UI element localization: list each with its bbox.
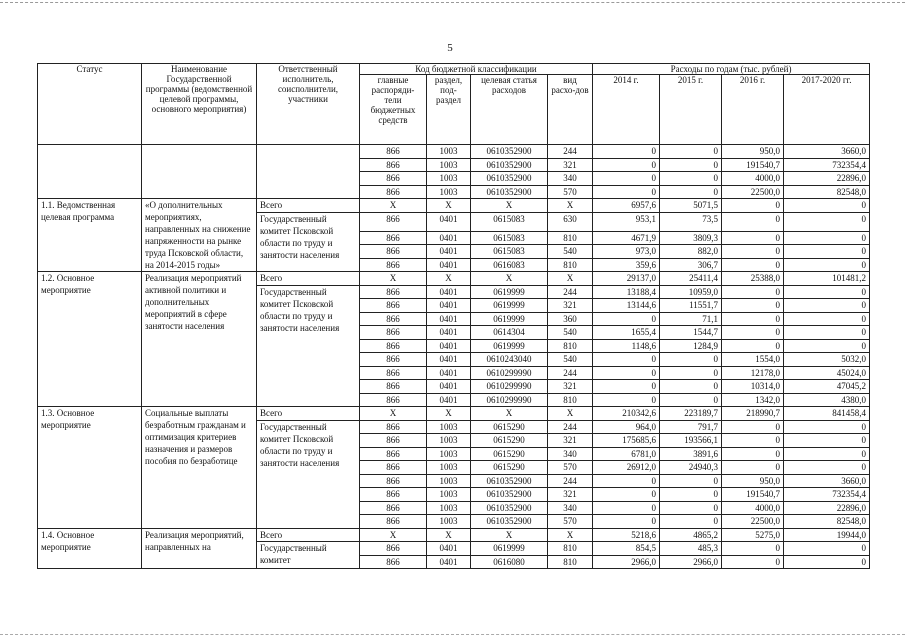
cell-y2014: 0 <box>593 393 660 407</box>
cell-section: 1003 <box>427 501 471 515</box>
cell-grbs: 866 <box>360 231 427 245</box>
total-grbs: Х <box>360 528 427 542</box>
row-program-name: «О дополнительных мероприятиях, направленных на снижение напряженности на рынке труда Псковской области, на 2014-2015 годы» <box>142 199 257 272</box>
cell-target: 0616083 <box>471 258 548 272</box>
cell-y2016: 0 <box>722 542 784 556</box>
cell-y2015: 0 <box>660 393 722 407</box>
cell-target: 0615290 <box>471 447 548 461</box>
cell-y2016: 0 <box>722 299 784 313</box>
cell-y2016: 22500,0 <box>722 515 784 529</box>
cell-grbs: 866 <box>360 393 427 407</box>
cell-grbs: 866 <box>360 312 427 326</box>
cell-section: 1003 <box>427 434 471 448</box>
total-y2015: 4865,2 <box>660 528 722 542</box>
cell-type: 630 <box>548 212 593 231</box>
cell-target: 0616080 <box>471 555 548 569</box>
row-total-label: Всего <box>257 199 360 213</box>
cell-y2014: 13144,6 <box>593 299 660 313</box>
total-y2014: 5218,6 <box>593 528 660 542</box>
cell-target: 0610352900 <box>471 501 548 515</box>
total-y2016: 25388,0 <box>722 272 784 286</box>
cell-section: 0401 <box>427 339 471 353</box>
cell-y2016: 0 <box>722 312 784 326</box>
cell-y2017: 0 <box>784 461 870 475</box>
total-section: Х <box>427 407 471 421</box>
cell-y2016: 10314,0 <box>722 380 784 394</box>
cell-y2015: 3891,6 <box>660 447 722 461</box>
cell-y2016: 0 <box>722 285 784 299</box>
cell-type: 570 <box>548 515 593 529</box>
cell-y2015: 73,5 <box>660 212 722 231</box>
cell-y2017: 5032,0 <box>784 353 870 367</box>
cell-target: 0610352900 <box>471 172 548 186</box>
cell-type: 570 <box>548 461 593 475</box>
cell-target: 0619999 <box>471 285 548 299</box>
cell-section: 0401 <box>427 245 471 259</box>
cell-section: 0401 <box>427 299 471 313</box>
table-row <box>38 272 870 286</box>
cell-y2017: 0 <box>784 299 870 313</box>
row-status <box>38 145 142 199</box>
cell-type: 244 <box>548 474 593 488</box>
cell-y2015: 0 <box>660 515 722 529</box>
total-y2015: 5071,5 <box>660 199 722 213</box>
cell-y2014: 0 <box>593 515 660 529</box>
total-grbs: Х <box>360 272 427 286</box>
cell-y2015: 0 <box>660 366 722 380</box>
row-total-label: Всего <box>257 272 360 286</box>
cell-y2014: 0 <box>593 353 660 367</box>
cell-y2017: 0 <box>784 555 870 569</box>
cell-grbs: 866 <box>360 447 427 461</box>
row-program-name <box>142 145 257 199</box>
cell-target: 0619999 <box>471 299 548 313</box>
cell-y2014: 175685,6 <box>593 434 660 448</box>
cell-section: 0401 <box>427 285 471 299</box>
cell-section: 1003 <box>427 420 471 434</box>
table-row <box>38 407 870 421</box>
cell-y2014: 359,6 <box>593 258 660 272</box>
cell-grbs: 866 <box>360 555 427 569</box>
cell-y2016: 0 <box>722 258 784 272</box>
cell-y2016: 0 <box>722 212 784 231</box>
cell-section: 0401 <box>427 258 471 272</box>
cell-y2014: 26912,0 <box>593 461 660 475</box>
cell-y2016: 4000,0 <box>722 172 784 186</box>
header-section: раздел, под-раздел <box>427 75 471 145</box>
cell-y2014: 854,5 <box>593 542 660 556</box>
cell-grbs: 866 <box>360 299 427 313</box>
cell-target: 0619999 <box>471 339 548 353</box>
cell-y2014: 0 <box>593 501 660 515</box>
cell-y2017: 0 <box>784 312 870 326</box>
row-total-label: Всего <box>257 528 360 542</box>
cell-y2014: 2966,0 <box>593 555 660 569</box>
cell-section: 0401 <box>427 555 471 569</box>
cell-y2015: 1544,7 <box>660 326 722 340</box>
cell-grbs: 866 <box>360 258 427 272</box>
total-y2016: 0 <box>722 199 784 213</box>
cell-y2015: 0 <box>660 501 722 515</box>
cell-target: 0610352900 <box>471 145 548 159</box>
row-total-label: Всего <box>257 407 360 421</box>
total-y2017: 0 <box>784 199 870 213</box>
cell-target: 0610352900 <box>471 158 548 172</box>
cell-target: 0619999 <box>471 542 548 556</box>
total-y2014: 210342,6 <box>593 407 660 421</box>
cell-grbs: 866 <box>360 339 427 353</box>
total-type: Х <box>548 407 593 421</box>
row-status: 1.4. Основное мероприятие <box>38 528 142 569</box>
cell-y2017: 0 <box>784 212 870 231</box>
header-2016: 2016 г. <box>722 75 784 145</box>
cell-target: 0615290 <box>471 461 548 475</box>
header-2017-2020: 2017-2020 гг. <box>784 75 870 145</box>
cell-target: 0615083 <box>471 212 548 231</box>
cell-section: 0401 <box>427 542 471 556</box>
cell-type: 810 <box>548 542 593 556</box>
cell-grbs: 866 <box>360 185 427 199</box>
cell-type: 321 <box>548 434 593 448</box>
cell-y2016: 0 <box>722 447 784 461</box>
cell-type: 244 <box>548 420 593 434</box>
cell-section: 0401 <box>427 380 471 394</box>
cell-y2015: 0 <box>660 185 722 199</box>
cell-y2015: 0 <box>660 488 722 502</box>
cell-type: 540 <box>548 326 593 340</box>
row-status: 1.1. Ведомственная целевая программа <box>38 199 142 272</box>
cell-type: 321 <box>548 488 593 502</box>
cell-target: 0615290 <box>471 434 548 448</box>
budget-table <box>37 63 870 569</box>
cell-y2014: 13188,4 <box>593 285 660 299</box>
total-grbs: Х <box>360 407 427 421</box>
cell-type: 810 <box>548 339 593 353</box>
cell-grbs: 866 <box>360 420 427 434</box>
total-type: Х <box>548 199 593 213</box>
cell-y2016: 950,0 <box>722 145 784 159</box>
header-2015: 2015 г. <box>660 75 722 145</box>
cell-y2015: 306,7 <box>660 258 722 272</box>
header-expenses: Расходы по годам (тыс. рублей) <box>593 64 870 75</box>
cell-y2014: 0 <box>593 366 660 380</box>
row-program-name: Реализация мероприятий, направленных на <box>142 528 257 569</box>
table-row <box>38 528 870 542</box>
cell-type: 244 <box>548 285 593 299</box>
row-status: 1.2. Основное мероприятие <box>38 272 142 407</box>
cell-target: 0610352900 <box>471 185 548 199</box>
cell-target: 0610352900 <box>471 488 548 502</box>
cell-y2017: 45024,0 <box>784 366 870 380</box>
cell-type: 244 <box>548 366 593 380</box>
cell-grbs: 866 <box>360 515 427 529</box>
cell-target: 0610299990 <box>471 366 548 380</box>
page-number: 5 <box>447 42 453 54</box>
cell-type: 810 <box>548 258 593 272</box>
total-y2017: 841458,4 <box>784 407 870 421</box>
header-executor: Ответственный исполнитель, соисполнители, участники <box>257 64 360 145</box>
cell-y2015: 193566,1 <box>660 434 722 448</box>
header-type: вид расхо-дов <box>548 75 593 145</box>
cell-type: 570 <box>548 185 593 199</box>
cell-y2015: 0 <box>660 474 722 488</box>
scan-bottom-edge <box>0 634 905 635</box>
cell-y2016: 191540,7 <box>722 158 784 172</box>
cell-y2016: 4000,0 <box>722 501 784 515</box>
cell-y2015: 0 <box>660 353 722 367</box>
cell-target: 0614304 <box>471 326 548 340</box>
total-target: Х <box>471 272 548 286</box>
cell-y2014: 1655,4 <box>593 326 660 340</box>
cell-grbs: 866 <box>360 488 427 502</box>
cell-y2016: 0 <box>722 231 784 245</box>
cell-target: 0610352900 <box>471 474 548 488</box>
total-y2014: 29137,0 <box>593 272 660 286</box>
cell-section: 0401 <box>427 393 471 407</box>
cell-section: 1003 <box>427 461 471 475</box>
cell-y2017: 0 <box>784 420 870 434</box>
cell-y2014: 953,1 <box>593 212 660 231</box>
total-type: Х <box>548 528 593 542</box>
cell-target: 0610299990 <box>471 380 548 394</box>
cell-y2017: 4380,0 <box>784 393 870 407</box>
total-y2016: 5275,0 <box>722 528 784 542</box>
cell-y2014: 964,0 <box>593 420 660 434</box>
cell-y2015: 24940,3 <box>660 461 722 475</box>
cell-section: 1003 <box>427 185 471 199</box>
cell-type: 321 <box>548 380 593 394</box>
cell-y2016: 0 <box>722 461 784 475</box>
cell-target: 0615083 <box>471 231 548 245</box>
cell-type: 360 <box>548 312 593 326</box>
cell-y2016: 950,0 <box>722 474 784 488</box>
header-target: целевая статья расходов <box>471 75 548 145</box>
cell-y2017: 0 <box>784 326 870 340</box>
total-y2017: 101481,2 <box>784 272 870 286</box>
cell-grbs: 866 <box>360 158 427 172</box>
cell-y2015: 10959,0 <box>660 285 722 299</box>
cell-section: 0401 <box>427 366 471 380</box>
cell-grbs: 866 <box>360 245 427 259</box>
cell-y2016: 0 <box>722 326 784 340</box>
row-executor: Государственный комитет <box>257 542 360 569</box>
cell-y2017: 3660,0 <box>784 145 870 159</box>
cell-y2016: 0 <box>722 245 784 259</box>
cell-y2016: 1554,0 <box>722 353 784 367</box>
cell-type: 244 <box>548 145 593 159</box>
cell-type: 810 <box>548 555 593 569</box>
cell-y2017: 732354,4 <box>784 488 870 502</box>
cell-y2017: 47045,2 <box>784 380 870 394</box>
cell-type: 810 <box>548 393 593 407</box>
cell-y2014: 0 <box>593 185 660 199</box>
cell-type: 340 <box>548 172 593 186</box>
total-y2015: 223189,7 <box>660 407 722 421</box>
cell-grbs: 866 <box>360 212 427 231</box>
cell-y2017: 82548,0 <box>784 515 870 529</box>
cell-y2015: 0 <box>660 172 722 186</box>
cell-y2016: 0 <box>722 339 784 353</box>
cell-section: 0401 <box>427 212 471 231</box>
cell-section: 1003 <box>427 488 471 502</box>
cell-section: 1003 <box>427 447 471 461</box>
cell-y2014: 0 <box>593 312 660 326</box>
cell-y2015: 0 <box>660 158 722 172</box>
cell-y2015: 882,0 <box>660 245 722 259</box>
cell-section: 0401 <box>427 353 471 367</box>
row-executor: Государственный комитет Псковской области по труду и занятости населения <box>257 285 360 407</box>
cell-y2017: 0 <box>784 447 870 461</box>
cell-section: 1003 <box>427 474 471 488</box>
cell-y2017: 732354,4 <box>784 158 870 172</box>
cell-grbs: 866 <box>360 501 427 515</box>
cell-y2017: 0 <box>784 434 870 448</box>
cell-grbs: 866 <box>360 474 427 488</box>
total-target: Х <box>471 528 548 542</box>
total-type: Х <box>548 272 593 286</box>
cell-type: 340 <box>548 501 593 515</box>
header-2014: 2014 г. <box>593 75 660 145</box>
cell-grbs: 866 <box>360 145 427 159</box>
cell-y2015: 1284,9 <box>660 339 722 353</box>
cell-y2016: 1342,0 <box>722 393 784 407</box>
total-target: Х <box>471 407 548 421</box>
cell-section: 1003 <box>427 145 471 159</box>
cell-y2017: 3660,0 <box>784 474 870 488</box>
cell-target: 0610299990 <box>471 393 548 407</box>
cell-y2014: 0 <box>593 145 660 159</box>
cell-type: 321 <box>548 158 593 172</box>
total-section: Х <box>427 199 471 213</box>
cell-y2014: 0 <box>593 488 660 502</box>
cell-target: 0610243040 <box>471 353 548 367</box>
cell-grbs: 866 <box>360 285 427 299</box>
cell-y2014: 0 <box>593 172 660 186</box>
cell-y2014: 973,0 <box>593 245 660 259</box>
cell-y2015: 2966,0 <box>660 555 722 569</box>
total-y2014: 6957,6 <box>593 199 660 213</box>
scan-top-edge <box>0 2 905 3</box>
cell-y2017: 0 <box>784 339 870 353</box>
cell-section: 0401 <box>427 326 471 340</box>
cell-y2015: 71,1 <box>660 312 722 326</box>
total-section: Х <box>427 528 471 542</box>
row-program-name: Социальные выплаты безработным гражданам и оптимизация критериев назначения и размеров пособия по безработице <box>142 407 257 529</box>
cell-y2016: 12178,0 <box>722 366 784 380</box>
cell-y2014: 6781,0 <box>593 447 660 461</box>
cell-type: 540 <box>548 353 593 367</box>
cell-section: 0401 <box>427 231 471 245</box>
cell-y2015: 791,7 <box>660 420 722 434</box>
total-y2016: 218990,7 <box>722 407 784 421</box>
cell-grbs: 866 <box>360 380 427 394</box>
cell-y2017: 22896,0 <box>784 501 870 515</box>
cell-grbs: 866 <box>360 542 427 556</box>
cell-y2014: 0 <box>593 474 660 488</box>
cell-type: 810 <box>548 231 593 245</box>
cell-y2015: 0 <box>660 145 722 159</box>
cell-grbs: 866 <box>360 434 427 448</box>
table-body <box>38 145 870 569</box>
cell-section: 1003 <box>427 158 471 172</box>
cell-y2017: 0 <box>784 245 870 259</box>
cell-y2017: 0 <box>784 231 870 245</box>
table-row <box>38 145 870 159</box>
total-target: Х <box>471 199 548 213</box>
header-budget-code: Код бюджетной классификации <box>360 64 593 75</box>
total-y2017: 19944,0 <box>784 528 870 542</box>
row-executor: Государственный комитет Псковской области по труду и занятости населения <box>257 212 360 272</box>
cell-target: 0615083 <box>471 245 548 259</box>
cell-grbs: 866 <box>360 353 427 367</box>
cell-section: 1003 <box>427 515 471 529</box>
cell-y2016: 0 <box>722 555 784 569</box>
cell-y2017: 0 <box>784 285 870 299</box>
total-section: Х <box>427 272 471 286</box>
cell-type: 340 <box>548 447 593 461</box>
cell-y2015: 0 <box>660 380 722 394</box>
cell-y2014: 0 <box>593 158 660 172</box>
cell-y2016: 0 <box>722 434 784 448</box>
cell-target: 0619999 <box>471 312 548 326</box>
cell-type: 321 <box>548 299 593 313</box>
cell-grbs: 866 <box>360 461 427 475</box>
row-executor: Государственный комитет Псковской области по труду и занятости населения <box>257 420 360 528</box>
row-executor <box>257 145 360 199</box>
cell-y2014: 0 <box>593 380 660 394</box>
cell-y2017: 22896,0 <box>784 172 870 186</box>
header-name: Наименование Государственной программы (ведомственной целевой программы, основного мероприятия) <box>142 64 257 145</box>
cell-y2017: 0 <box>784 258 870 272</box>
cell-type: 540 <box>548 245 593 259</box>
cell-section: 0401 <box>427 312 471 326</box>
header-status: Статус <box>38 64 142 145</box>
cell-y2014: 4671,9 <box>593 231 660 245</box>
table-row <box>38 199 870 213</box>
cell-grbs: 866 <box>360 366 427 380</box>
cell-section: 1003 <box>427 172 471 186</box>
row-status: 1.3. Основное мероприятие <box>38 407 142 529</box>
cell-target: 0615290 <box>471 420 548 434</box>
cell-y2017: 0 <box>784 542 870 556</box>
cell-grbs: 866 <box>360 172 427 186</box>
header-grbs: главные распоряди-тели бюджетных средств <box>360 75 427 145</box>
total-grbs: Х <box>360 199 427 213</box>
cell-y2015: 3809,3 <box>660 231 722 245</box>
cell-y2016: 0 <box>722 420 784 434</box>
row-program-name: Реализация мероприятий активной политики и дополнительных мероприятий в сфере занятости населения <box>142 272 257 407</box>
cell-y2015: 485,3 <box>660 542 722 556</box>
cell-y2016: 22500,0 <box>722 185 784 199</box>
cell-target: 0610352900 <box>471 515 548 529</box>
cell-y2015: 11551,7 <box>660 299 722 313</box>
total-y2015: 25411,4 <box>660 272 722 286</box>
cell-y2017: 82548,0 <box>784 185 870 199</box>
cell-y2016: 191540,7 <box>722 488 784 502</box>
cell-grbs: 866 <box>360 326 427 340</box>
cell-y2014: 1148,6 <box>593 339 660 353</box>
